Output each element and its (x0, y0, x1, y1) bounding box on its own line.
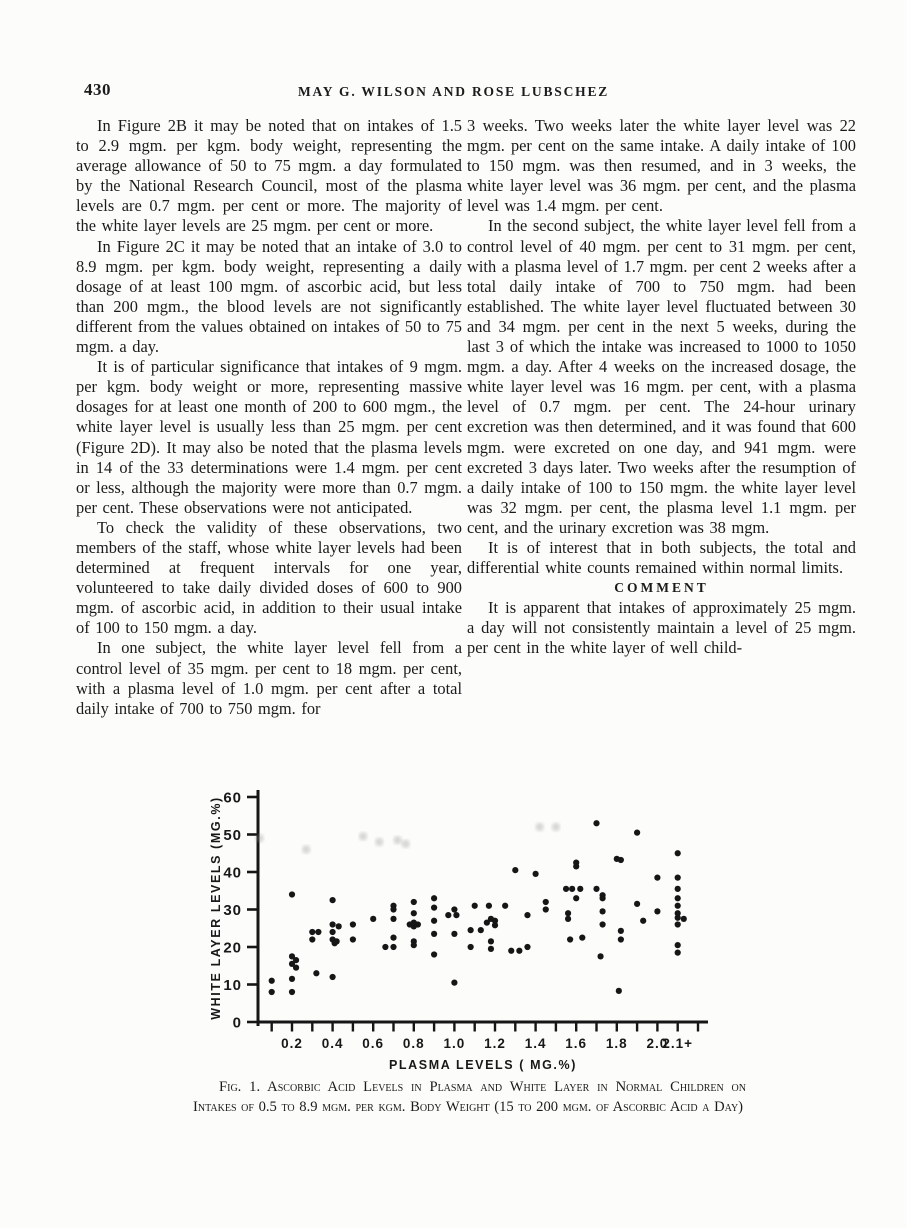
y-axis-title: WHITE LAYER LEVELS (MG.%) (209, 796, 223, 1020)
data-point (573, 863, 579, 869)
paragraph: 3 weeks. Two weeks later the white layer level was 22 mgm. per cent on the same intake. A daily intake of 100 to 150 mgm. was then resumed, and in 3 weeks, the white layer level was 36 mgm. per cent, and the plasma level was 1.4 mgm. per cent. (467, 116, 856, 216)
data-point (599, 908, 605, 914)
data-point (675, 942, 681, 948)
paragraph: In one subject, the white layer level fell from a control level of 35 mgm. per cent to 18 mgm. per cent, with a plasma level of 1.0 mgm. per cent after a total daily intake of 700 to 750 mgm. for (76, 638, 462, 718)
data-point (654, 908, 660, 914)
data-point (313, 970, 319, 976)
y-tick-label: 0 (232, 1014, 242, 1032)
data-point (654, 875, 660, 881)
figure-caption: Fig. 1. Ascorbic Acid Levels in Plasma and White Layer in Normal Children on Intakes of 0.5 to 8.9 mgm. per kgm. Body Weight (15 to 200 mgm. of Ascorbic Acid a Day) (193, 1079, 746, 1115)
paragraph: To check the validity of these observations, two members of the staff, whose white layer levels had been determined at frequent intervals for one year, volunteered to take daily divided doses of 600 to 900 mgm. of ascorbic acid, in addition to their usual intake of 100 to 150 mgm. a day. (76, 517, 462, 638)
scan-smudge (359, 832, 367, 840)
data-point (618, 857, 624, 863)
data-point (390, 916, 396, 922)
data-point (269, 978, 275, 984)
data-point (508, 948, 514, 954)
data-point (597, 953, 603, 959)
data-point (675, 850, 681, 856)
data-point (445, 912, 451, 918)
paragraph: It is of interest that in both subjects, the total and differential white counts remained within normal limits. (467, 537, 856, 578)
scan-smudge (302, 845, 310, 853)
data-point (599, 921, 605, 927)
data-point (382, 944, 388, 950)
data-point (488, 946, 494, 952)
data-point (577, 886, 583, 892)
data-point (431, 905, 437, 911)
data-point (567, 936, 573, 942)
data-point (411, 920, 417, 926)
data-point (350, 936, 356, 942)
paragraph: In Figure 2B it may be noted that on intakes of 1.5 to 2.9 mgm. per kgm. body weight, representing the average allowance of 50 to 75 mgm. a day formulated by the National Research Council, most of the plasma levels are 0.7 mgm. per cent or more. The majority of the white layer levels are 25 mgm. per cent or more. (76, 116, 462, 236)
data-point (484, 920, 490, 926)
data-point (634, 830, 640, 836)
data-point (516, 948, 522, 954)
x-tick-label: 1.4 (524, 1036, 547, 1051)
data-point (468, 944, 474, 950)
data-point (492, 922, 498, 928)
data-point (488, 938, 494, 944)
scan-smudge (535, 823, 543, 831)
x-tick-label: 1.2 (484, 1036, 506, 1051)
data-point (309, 929, 315, 935)
data-point (524, 912, 530, 918)
data-point (533, 871, 539, 877)
scan-smudge (393, 836, 401, 844)
x-tick-label: 1.6 (565, 1036, 588, 1051)
data-point (390, 944, 396, 950)
paragraph: In the second subject, the white layer level fell from a control level of 40 mgm. per cent to 31 mgm. per cent, with a plasma level of 1.7 mgm. per cent 2 weeks after a total daily intake of 700 to 750 mgm. had been established. The white layer level fluctuated between 30 and 34 mgm. per cent in the next 5 weeks, during the last 3 of which the intake was increased to 1000 to 1050 mgm. a day. After 4 weeks on the increased dosage, the white layer level was 16 mgm. per cent, with a plasma level of 0.7 mgm. per cent. The 24-hour urinary excretion was then determined, and it was found that 600 mgm. were excreted on one day, and 941 mgm. were excreted 3 days later. Two weeks after the resumption of a daily intake of 100 to 150 mgm. the white layer level was 32 mgm. per cent, the plasma level 1.1 mgm. per cent, and the urinary excretion was 38 mgm. (467, 216, 856, 537)
data-point (618, 936, 624, 942)
data-point (569, 886, 575, 892)
data-point (634, 901, 640, 907)
x-tick-label: 0.4 (321, 1036, 344, 1051)
data-point (390, 935, 396, 941)
running-head: MAY G. WILSON AND ROSE LUBSCHEZ (297, 84, 610, 99)
data-point (675, 875, 681, 881)
data-point (502, 903, 508, 909)
data-point (332, 940, 338, 946)
right-column (467, 116, 856, 659)
data-point (593, 886, 599, 892)
scan-smudge (552, 823, 560, 831)
data-point (330, 897, 336, 903)
data-point (593, 820, 599, 826)
data-point (293, 965, 299, 971)
y-tick-label: 60 (223, 789, 242, 807)
data-point (565, 916, 571, 922)
data-point (431, 918, 437, 924)
data-point (675, 950, 681, 956)
data-point (330, 974, 336, 980)
y-tick-label: 30 (223, 902, 242, 919)
data-point (289, 891, 295, 897)
data-point (453, 912, 459, 918)
data-point (289, 976, 295, 982)
scan-smudge (375, 838, 383, 846)
data-point (616, 988, 622, 994)
data-point (478, 927, 484, 933)
data-point (309, 936, 315, 942)
y-tick-label: 40 (223, 864, 242, 882)
data-point (599, 895, 605, 901)
data-point (411, 899, 417, 905)
data-point (431, 931, 437, 937)
data-point (675, 895, 681, 901)
x-axis-title: PLASMA LEVELS ( MG.%) (388, 1058, 578, 1072)
data-point (618, 928, 624, 934)
data-point (543, 906, 549, 912)
data-point (640, 918, 646, 924)
data-point (563, 886, 569, 892)
data-point (486, 903, 492, 909)
data-point (565, 910, 571, 916)
data-point (579, 935, 585, 941)
data-point (451, 931, 457, 937)
data-point (411, 942, 417, 948)
page-number: 430 (84, 80, 111, 99)
figure-chart (185, 786, 745, 1080)
data-point (675, 903, 681, 909)
data-point (336, 923, 342, 929)
x-tick-label: 1.0 (443, 1036, 466, 1051)
x-tick-label: 0.8 (402, 1036, 425, 1051)
data-point (472, 903, 478, 909)
data-point (315, 929, 321, 935)
data-point (370, 916, 376, 922)
data-point (512, 867, 518, 873)
data-point (431, 895, 437, 901)
data-point (468, 927, 474, 933)
figure-1 (185, 786, 745, 1080)
data-point (269, 989, 275, 995)
data-point (675, 915, 681, 921)
x-tick-label: 2.1+ (662, 1036, 694, 1051)
data-point (681, 916, 687, 922)
left-column (76, 116, 462, 719)
data-point (451, 980, 457, 986)
data-point (411, 910, 417, 916)
section-heading-comment: COMMENT (614, 580, 709, 596)
data-point (543, 899, 549, 905)
y-tick-label: 50 (223, 827, 242, 844)
scan-smudge (401, 840, 409, 848)
data-point (451, 906, 457, 912)
data-point (330, 921, 336, 927)
x-tick-label: 0.2 (281, 1036, 303, 1051)
data-point (675, 886, 681, 892)
x-tick-label: 0.6 (362, 1036, 385, 1051)
data-point (390, 906, 396, 912)
x-tick-label: 2.0 (646, 1036, 669, 1051)
data-point (675, 921, 681, 927)
data-point (431, 951, 437, 957)
data-point (330, 929, 336, 935)
y-tick-label: 20 (223, 939, 242, 957)
paragraph: It is apparent that intakes of approximately 25 mgm. a day will not consistently maintain a level of 25 mgm. per cent in the white layer of well child- (467, 598, 856, 658)
scan-smudge (255, 834, 263, 842)
data-point (350, 921, 356, 927)
paragraph: It is of particular significance that intakes of 9 mgm. per kgm. body weight or more, representing massive dosages for at least one month of 200 to 600 mgm., the white layer level is usually less than 25 mgm. per cent (Figure 2D). It may also be noted that the plasma levels in 14 of the 33 determinations were 1.4 mgm. per cent or less, although the majority were more than 0.7 mgm. per cent. These observations were not anticipated. (76, 357, 462, 517)
x-tick-label: 1.8 (605, 1036, 628, 1051)
data-point (289, 989, 295, 995)
data-point (524, 944, 530, 950)
paragraph: In Figure 2C it may be noted that an intake of 3.0 to 8.9 mgm. per kgm. body weight, representing a daily dosage of at least 100 mgm. of ascorbic acid, but less than 200 mgm., the blood levels are not significantly different from the values obtained on intakes of 50 to 75 mgm. a day. (76, 236, 462, 357)
y-tick-label: 10 (223, 977, 242, 994)
data-point (573, 895, 579, 901)
